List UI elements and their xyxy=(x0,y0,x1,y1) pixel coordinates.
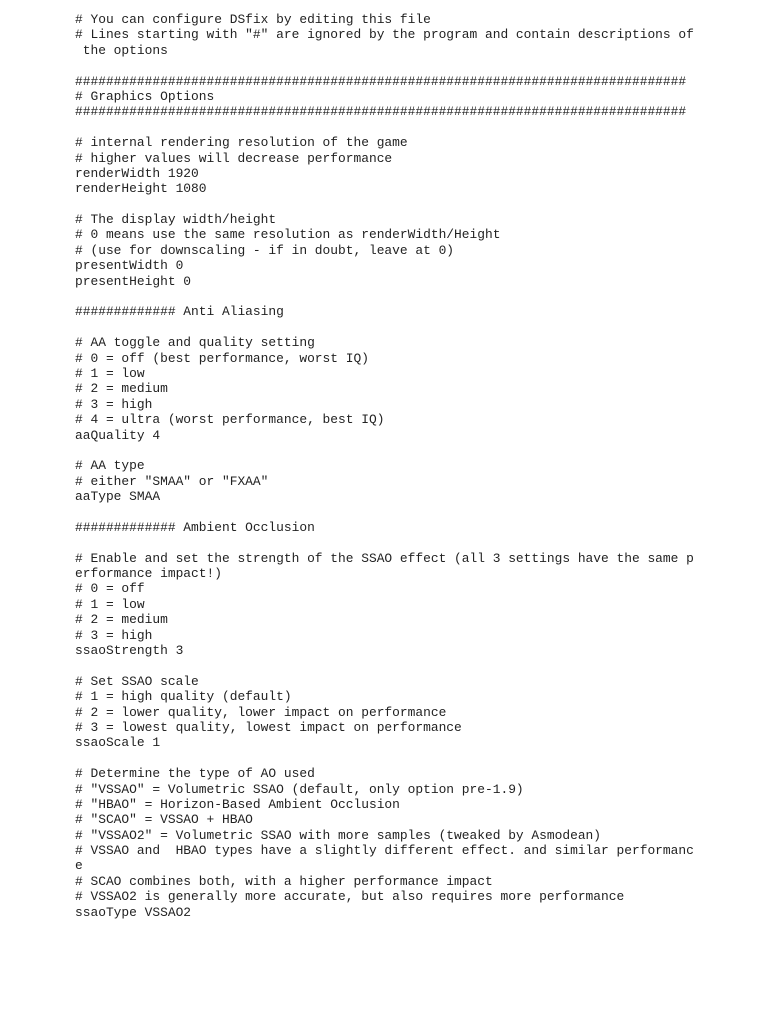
setting-line: aaQuality 4 xyxy=(75,427,161,443)
comment-line: # higher values will decrease performance xyxy=(75,150,393,166)
blank-line xyxy=(75,751,755,766)
comment-line: # 0 = off xyxy=(75,581,145,597)
comment-line: # Set SSAO scale xyxy=(75,673,199,689)
comment-line: # AA type xyxy=(75,458,145,474)
comment-line: ############# Ambient Occlusion xyxy=(75,519,315,535)
setting-line: ssaoScale 1 xyxy=(75,735,161,751)
comment-line: # You can configure DSfix by editing this file xyxy=(75,12,431,27)
comment-line: # 0 means use the same resolution as renderWidth/Height xyxy=(75,227,501,243)
comment-line: # Lines starting with "#" are ignored by the program and contain descriptions of xyxy=(75,27,694,43)
comment-line: # "VSSAO" = Volumetric SSAO (default, only option pre-1.9) xyxy=(75,781,524,797)
comment-line: # 2 = medium xyxy=(75,612,168,628)
setting-line: the options xyxy=(75,42,168,58)
blank-line xyxy=(75,443,755,458)
comment-line: # 1 = high quality (default) xyxy=(75,689,292,705)
comment-line: # VSSAO2 is generally more accurate, but also requires more performance xyxy=(75,889,625,905)
comment-line: # (use for downscaling - if in doubt, leave at 0) xyxy=(75,242,455,258)
blank-line xyxy=(75,197,755,212)
setting-line: e xyxy=(75,858,83,874)
comment-line: # Determine the type of AO used xyxy=(75,766,315,782)
setting-line: aaType SMAA xyxy=(75,489,161,505)
comment-line: # 1 = low xyxy=(75,596,145,612)
comment-line: ############################################################################### xyxy=(75,104,687,120)
comment-line: # AA toggle and quality setting xyxy=(75,335,315,351)
setting-line: renderWidth 1920 xyxy=(75,165,199,181)
comment-line: # Graphics Options xyxy=(75,88,215,104)
config-file-text xyxy=(75,12,755,920)
blank-line xyxy=(75,120,755,135)
comment-line: ############################################################################### xyxy=(75,73,687,89)
comment-line: # 0 = off (best performance, worst IQ) xyxy=(75,350,369,366)
blank-line xyxy=(75,58,755,73)
comment-line: # 2 = medium xyxy=(75,381,168,397)
comment-line: # 2 = lower quality, lower impact on performance xyxy=(75,704,447,720)
comment-line: # "HBAO" = Horizon-Based Ambient Occlusion xyxy=(75,796,400,812)
setting-line: ssaoStrength 3 xyxy=(75,643,184,659)
setting-line: ssaoType VSSAO2 xyxy=(75,904,192,920)
blank-line xyxy=(75,289,755,304)
comment-line: # 1 = low xyxy=(75,365,145,381)
comment-line: # Enable and set the strength of the SSAO effect (all 3 settings have the same p xyxy=(75,550,694,566)
comment-line: # "SCAO" = VSSAO + HBAO xyxy=(75,812,253,828)
comment-line: ############# Anti Aliasing xyxy=(75,304,284,320)
comment-line: # 4 = ultra (worst performance, best IQ) xyxy=(75,412,385,428)
blank-line xyxy=(75,320,755,335)
setting-line: presentWidth 0 xyxy=(75,258,184,274)
comment-line: # 3 = high xyxy=(75,627,153,643)
setting-line: renderHeight 1080 xyxy=(75,181,207,197)
comment-line: # 3 = high xyxy=(75,396,153,412)
comment-line: # internal rendering resolution of the game xyxy=(75,135,408,151)
comment-line: # VSSAO and HBAO types have a slightly different effect. and similar performanc xyxy=(75,843,694,859)
comment-line: # SCAO combines both, with a higher performance impact xyxy=(75,873,493,889)
blank-line xyxy=(75,535,755,550)
comment-line: # "VSSAO2" = Volumetric SSAO with more samples (tweaked by Asmodean) xyxy=(75,827,602,843)
setting-line: erformance impact!) xyxy=(75,566,222,582)
blank-line xyxy=(75,505,755,520)
comment-line: # either "SMAA" or "FXAA" xyxy=(75,473,269,489)
comment-line: # 3 = lowest quality, lowest impact on performance xyxy=(75,719,462,735)
blank-line xyxy=(75,658,755,673)
setting-line: presentHeight 0 xyxy=(75,273,192,289)
comment-line: # The display width/height xyxy=(75,212,277,228)
